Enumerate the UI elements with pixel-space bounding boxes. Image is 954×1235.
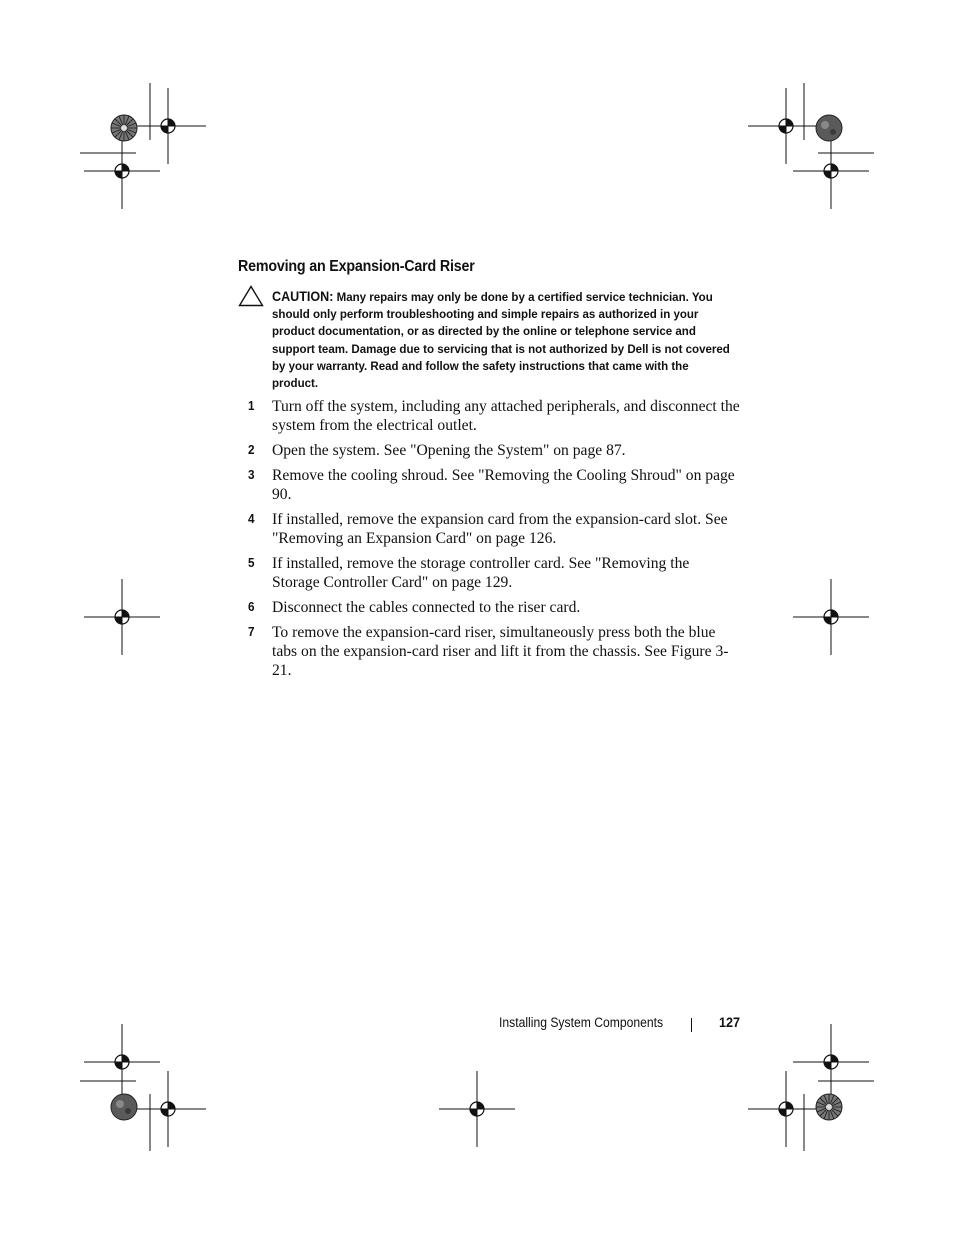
list-item: [248, 441, 748, 460]
page-number: 127: [719, 1014, 741, 1030]
step-text: Disconnect the cables connected to the riser card.: [272, 599, 581, 616]
section-heading: Removing an Expansion-Card Riser: [238, 258, 475, 275]
list-item: [248, 510, 748, 548]
step-text: Open the system. See "Opening the System" on page 87.: [272, 442, 626, 459]
step-text: To remove the expansion-card riser, simultaneously press both the blue tabs on the expansion-card riser and lift it from the chassis. See Figure 3-21.: [272, 624, 729, 679]
step-text: If installed, remove the expansion card from the expansion-card slot. See "Removing an Expansion Card" on page 126.: [272, 511, 728, 547]
caution-label: CAUTION:: [272, 289, 334, 304]
step-number: 4: [248, 511, 255, 526]
list-item: [248, 554, 748, 592]
list-item: [248, 623, 748, 680]
step-number: 7: [248, 624, 255, 639]
step-text: Turn off the system, including any attached peripherals, and disconnect the system from the electrical outlet.: [272, 398, 740, 434]
list-item: [248, 598, 748, 617]
list-item: [248, 397, 748, 435]
step-text: Remove the cooling shroud. See "Removing the Cooling Shroud" on page 90.: [272, 467, 735, 503]
caution-text: Many repairs may only be done by a certified service technician. You should only perform troubleshooting and simple repairs as authorized in your product documentation, or as directed by the online or telephone service and support team. Damage due to servicing that is not authorized by Dell is not covered by your warranty. Read and follow the safety instructions that came with the product.: [272, 290, 730, 391]
step-number: 1: [248, 398, 255, 413]
step-number: 3: [248, 467, 255, 482]
footer-chapter-title: Installing System Components: [499, 1015, 664, 1030]
step-number: 6: [248, 599, 255, 614]
list-item: [248, 466, 748, 504]
step-number: 2: [248, 442, 255, 457]
procedure-steps: [248, 397, 748, 686]
caution-notice: [272, 288, 737, 392]
caution-triangle-icon: [238, 285, 264, 307]
step-number: 5: [248, 555, 255, 570]
step-text: If installed, remove the storage controller card. See "Removing the Storage Controller Card" on page 129.: [272, 555, 690, 591]
footer-divider: [691, 1018, 692, 1032]
